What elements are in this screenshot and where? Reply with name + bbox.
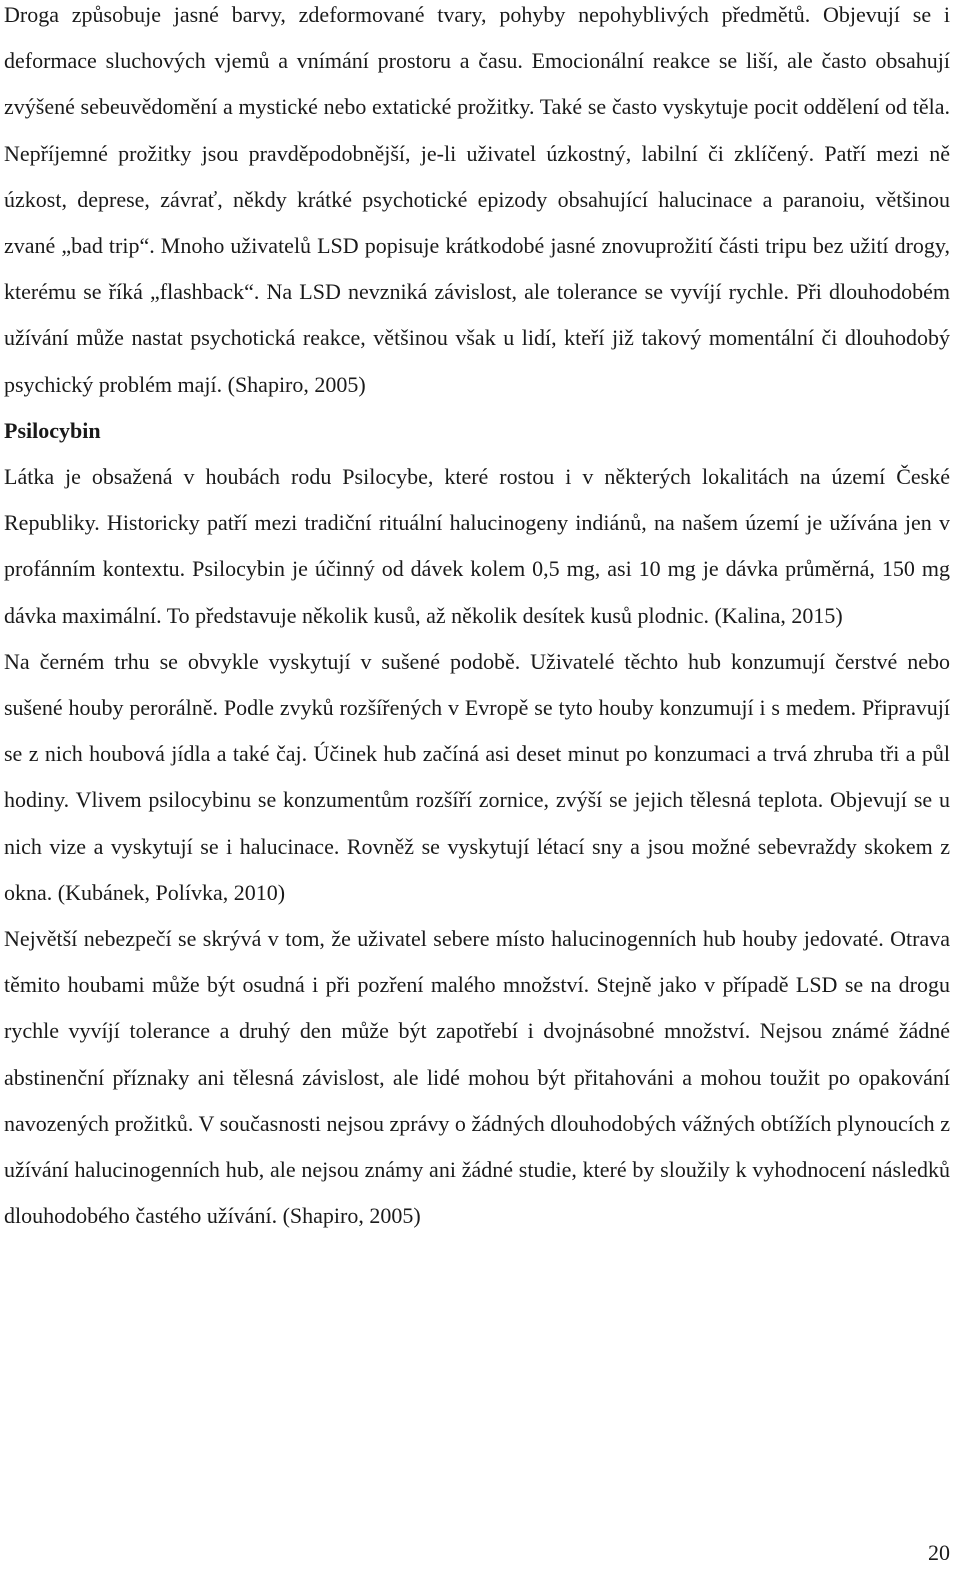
paragraph-psilocybin-danger: Největší nebezpečí se skrývá v tom, že uživatel sebere místo halucinogenních hub houby jedovaté. Otrava těmito houbami může být osudná i při pozření malého množství. Stejně jako v případě LSD se na drogu rychle vyvíjí tolerance a druhý den může být zapotřebí i dvojnásobné množství. Nejsou známé žádné abstinenční příznaky ani tělesná závislost, ale lidé mohou být přitahováni a mohou toužit po opakování navozených prožitků. V současnosti nejsou zprávy o žádných dlouhodobých vážných obtížích plynoucích z užívání halucinogenních hub, ale nejsou známy ani žádné studie, které by sloužily k vyhodnocení následků dlouhodobého častého užívání. (Shapiro, 2005) [4,926,950,1229]
page-number: 20 [928,1540,950,1565]
section-heading-psilocybin: Psilocybin [4,417,101,443]
paragraph-psilocybin-market: Na černém trhu se obvykle vyskytují v sušené podobě. Uživatelé těchto hub konzumují čerstvé nebo sušené houby perorálně. Podle zvyků rozšířených v Evropě se tyto houby konzumují i s medem. Připravují se z nich houbová jídla a také čaj. Účinek hub začíná asi deset minut po konzumaci a trvá zhruba tři a půl hodiny. Vlivem psilocybinu se konzumentům rozšíří zornice, zvýší se jejich tělesná teplota. Objevují se u nich vize a vyskytují se i halucinace. Rovněž se vyskytují létací sny a jsou možné sebevraždy skokem z okna. (Kubánek, Polívka, 2010) [4,648,950,905]
document-page [4,0,950,1239]
paragraph-lsd-effects: Droga způsobuje jasné barvy, zdeformované tvary, pohyby nepohyblivých předmětů. Objevují se i deformace sluchových vjemů a vnímání prostoru a času. Emocionální reakce se liší, ale často obsahují zvýšené sebeuvědomění a mystické nebo extatické prožitky. Také se často vyskytuje pocit oddělení od těla. Nepříjemné prožitky jsou pravděpodobnější, je-li uživatel úzkostný, labilní či zklíčený. Patří mezi ně úzkost, deprese, závrať, někdy krátké psychotické epizody obsahující halucinace a paranoiu, většinou zvané „bad trip“. Mnoho uživatelů LSD popisuje krátkodobé jasné znovuprožití části tripu bez užití drogy, kterému se říká „flashback“. Na LSD nevzniká závislost, ale tolerance se vyvíjí rychle. Při dlouhodobém užívání může nastat psychotická reakce, většinou však u lidí, kteří již takový momentální či dlouhodobý psychický problém mají. (Shapiro, 2005) [4,2,950,397]
paragraph-psilocybin-intro: Látka je obsažená v houbách rodu Psilocybe, které rostou i v některých lokalitách na území České Republiky. Historicky patří mezi tradiční rituální halucinogeny indiánů, na našem území je užívána jen v profánním kontextu. Psilocybin je účinný od dávek kolem 0,5 mg, asi 10 mg je dávka průměrná, 150 mg dávka maximální. To představuje několik kusů, až několik desítek kusů plodnic. (Kalina, 2015) [4,464,950,628]
